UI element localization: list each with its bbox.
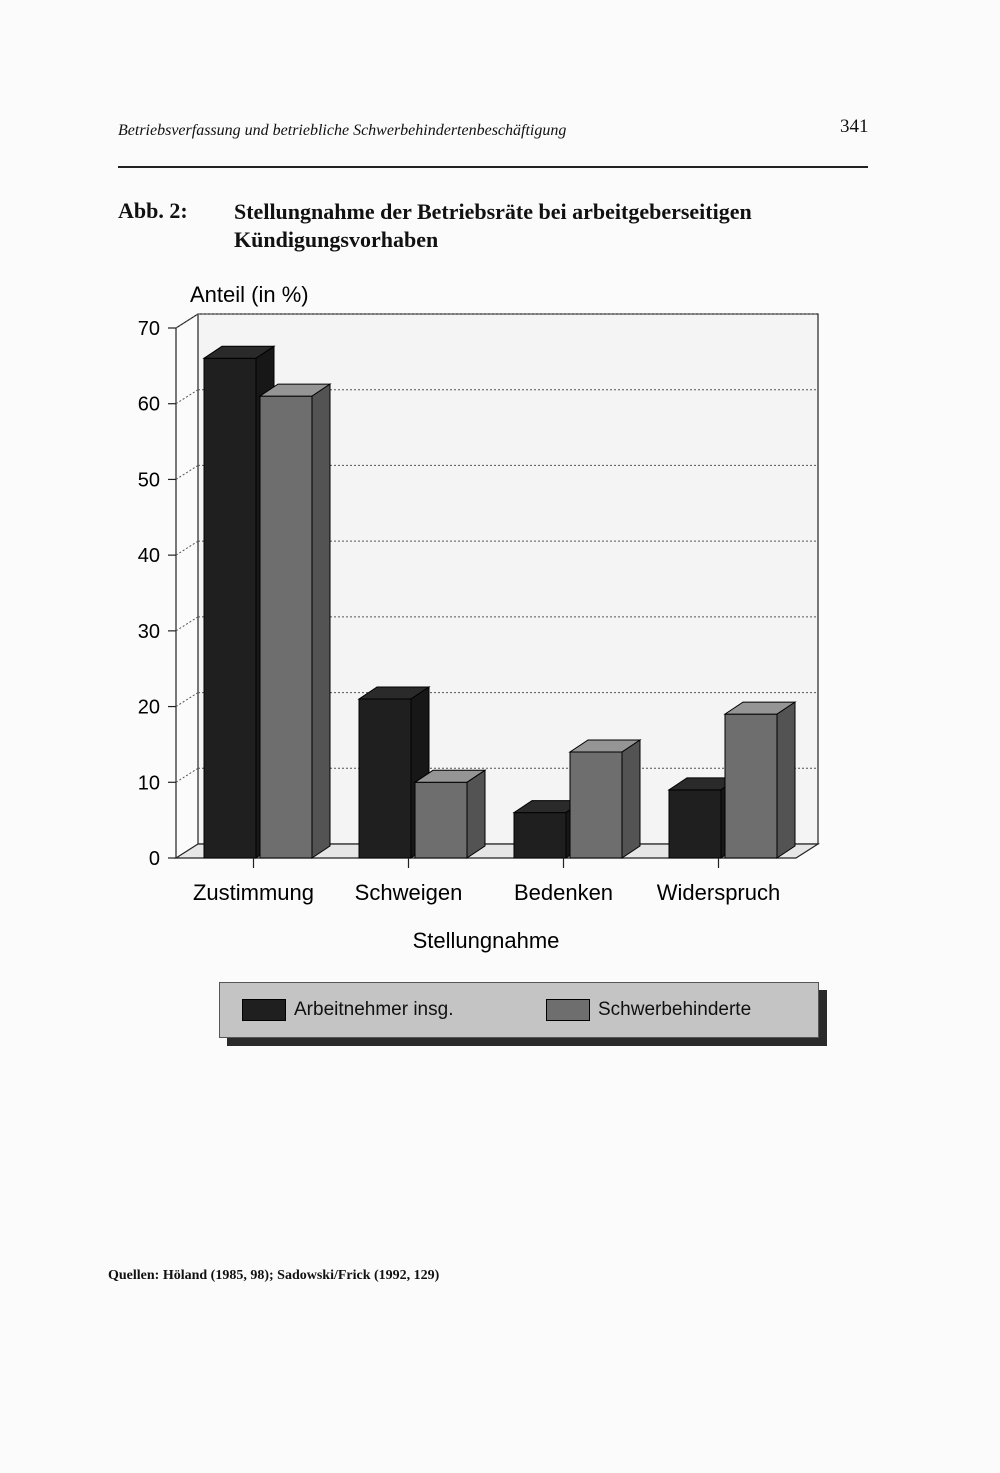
x-axis-label: Stellungnahme — [412, 928, 560, 953]
legend-label-1: Arbeitnehmer insg. — [294, 999, 454, 1020]
figure-title: Stellungnahme der Betriebsräte bei arbeitgeberseitigen Kündigungsvorhaben — [234, 199, 752, 252]
gridline-diag — [176, 617, 198, 631]
bar — [359, 699, 411, 858]
bar-chart — [110, 270, 880, 970]
header-rule — [118, 166, 868, 168]
bar — [669, 790, 721, 858]
legend-item-2 — [546, 999, 751, 1021]
bar-side — [777, 702, 795, 858]
y-tick-label: 30 — [137, 620, 160, 643]
x-tick-label: Widerspruch — [656, 880, 781, 905]
y-tick-label: 0 — [148, 848, 160, 870]
x-tick-label: Zustimmung — [192, 880, 315, 905]
legend-item-1 — [242, 999, 453, 1021]
bar-side — [622, 740, 640, 858]
bar — [570, 752, 622, 858]
y-tick-label: 10 — [137, 772, 160, 795]
chart-legend — [219, 982, 819, 1038]
gridline-diag — [176, 768, 198, 782]
legend-label-2: Schwerbehinderte — [598, 999, 752, 1020]
y-tick-label: 20 — [137, 696, 160, 719]
legend-swatch-1 — [242, 999, 286, 1021]
page-number: 341 — [840, 116, 869, 137]
bar — [204, 358, 256, 858]
gridline-diag — [176, 541, 198, 555]
x-tick-label: Bedenken — [513, 880, 614, 905]
bar — [415, 782, 467, 858]
gridline-diag — [176, 390, 198, 404]
legend-swatch-2 — [546, 999, 590, 1021]
bar-side — [467, 770, 485, 858]
y-tick-label: 60 — [137, 393, 160, 416]
x-tick-label: Schweigen — [354, 880, 463, 905]
bar — [725, 714, 777, 858]
gridline-diag — [176, 465, 198, 479]
running-title: Betriebsverfassung und betriebliche Schwerbehindertenbeschäftigung — [118, 122, 567, 139]
y-tick-label: 70 — [137, 318, 160, 340]
bar — [514, 813, 566, 858]
gridline-diag — [176, 693, 198, 707]
bar-side — [312, 384, 330, 858]
y-tick-label: 40 — [137, 545, 160, 568]
y-tick-label: 50 — [137, 469, 160, 492]
running-head — [118, 116, 869, 140]
y-axis-label: Anteil (in %) — [190, 282, 309, 307]
figure-label: Abb. 2: — [118, 198, 188, 223]
bar — [260, 396, 312, 858]
sources-note: Quellen: Höland (1985, 98); Sadowski/Frick (1992, 129) — [108, 1268, 440, 1283]
